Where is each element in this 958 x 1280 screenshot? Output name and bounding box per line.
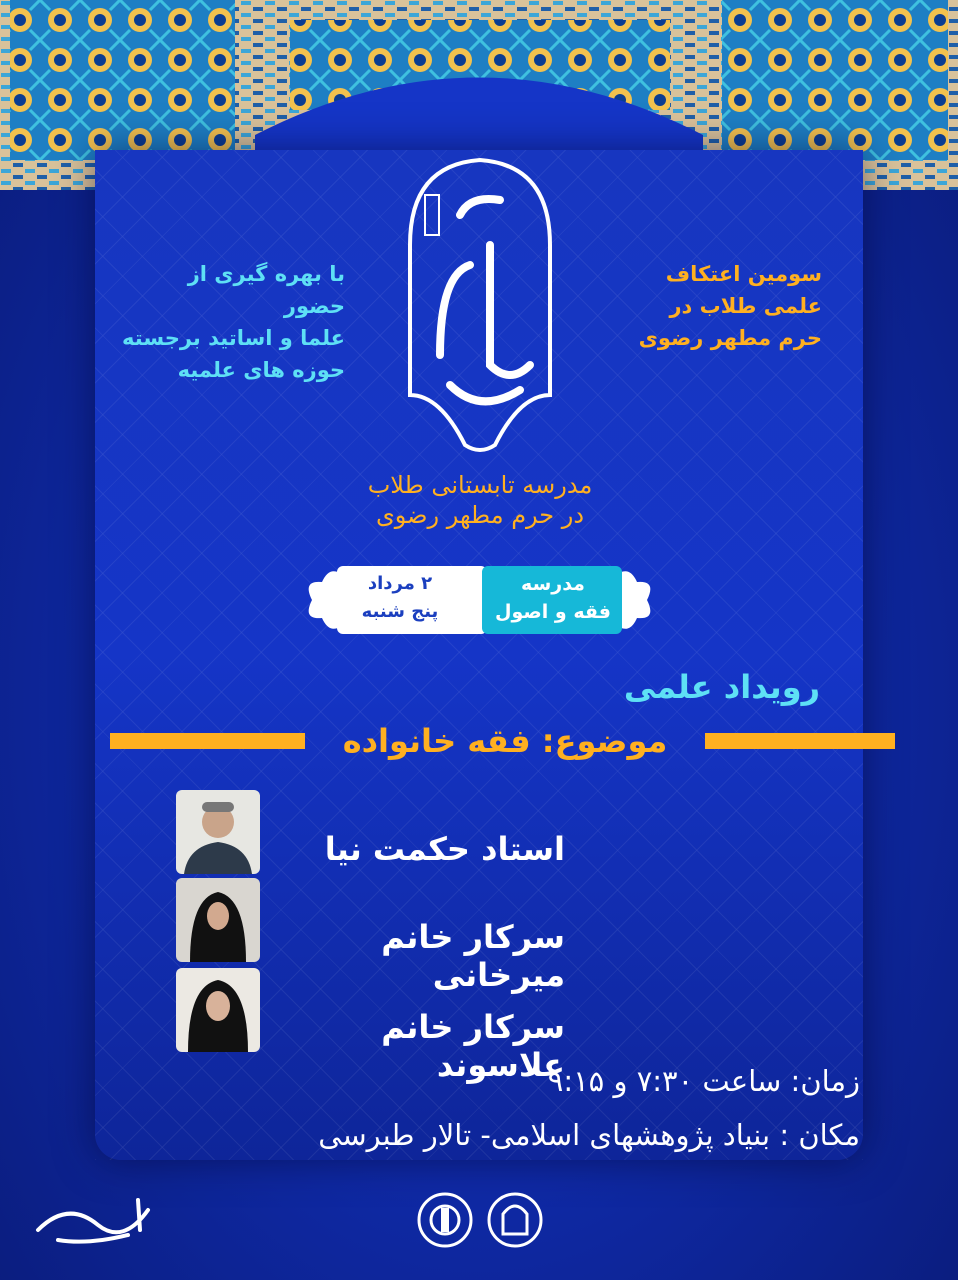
school-name: مدرسه فقه و اصول <box>495 573 611 623</box>
calligraphy-logo <box>380 155 580 455</box>
intro-left-text: با بهره گیری از حضور علما و اساتید برجسته حوزه های علمیه <box>122 262 345 382</box>
footer-emblem-logo-1 <box>415 1190 475 1250</box>
school-subtitle: مدرسه تابستانی طلاب در حرم مطهر رضوی <box>367 471 593 529</box>
topic-bar-right <box>705 733 895 749</box>
speaker-name-1: استاد حکمت نیا <box>324 830 565 868</box>
event-title: رویداد علمی <box>623 668 820 706</box>
topic-bar-left <box>110 733 305 749</box>
speaker-name-3: سرکار خانم علاسوند <box>381 1008 565 1084</box>
footer-emblem-logo-2 <box>485 1188 545 1252</box>
speaker-photo-1 <box>176 790 260 874</box>
speaker-photo-3 <box>176 968 260 1052</box>
intro-right-text: سومین اعتکاف علمی طلاب در حرم مطهر رضوی <box>638 262 822 350</box>
footer-calligraphy-logo <box>28 1190 178 1250</box>
event-place: مکان : بنیاد پژوهشهای اسلامی- تالار طبرسی <box>318 1118 860 1152</box>
speaker-name-2: سرکار خانم میرخانی <box>381 918 565 994</box>
topic-title: موضوع: فقه خانواده <box>342 722 668 760</box>
speaker-photo-2 <box>176 878 260 962</box>
event-time: زمان: ساعت ۷:۳۰ و ۹:۱۵ <box>547 1064 860 1098</box>
event-date: ۲ مرداد پنج شنبه <box>361 573 439 622</box>
